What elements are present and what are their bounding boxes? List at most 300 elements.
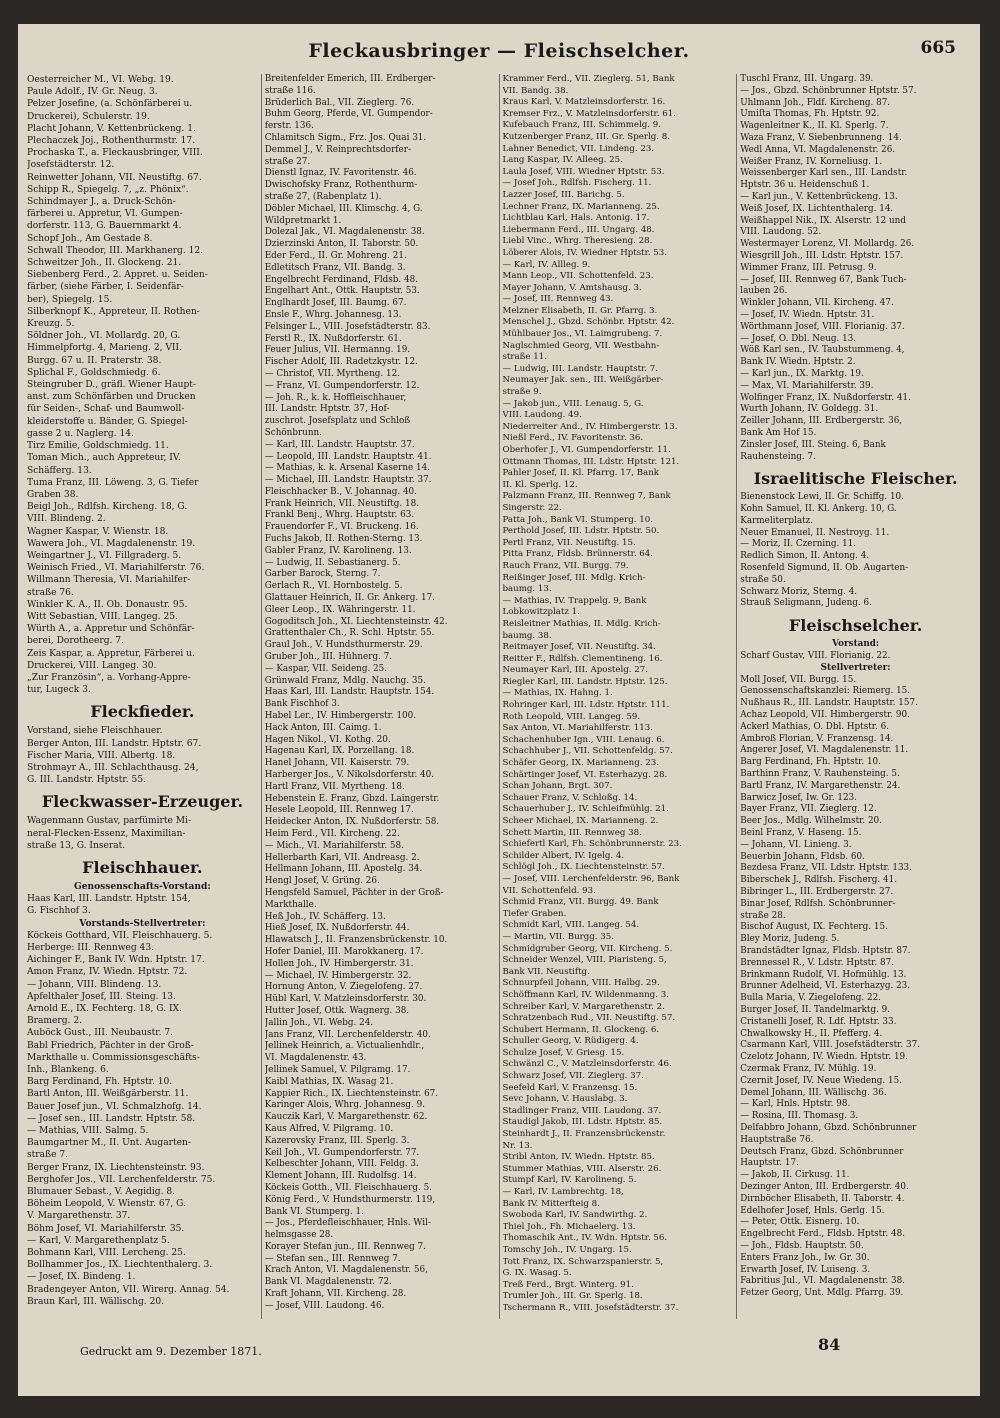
directory-entry: Gruber Joh., III. Hühnerg. 7.	[264, 652, 393, 663]
directory-entry: Naglschmied Georg, VII. Westbahn-	[502, 340, 660, 351]
directory-entry: Bulla Maria, V. Ziegelofeng. 22.	[740, 993, 881, 1004]
directory-entry: Hagenau Karl, IX. Porzellang. 18.	[264, 746, 415, 757]
directory-entry: Hornung Anton, V. Ziegelofeng. 27.	[264, 982, 423, 993]
directory-entry: Lobkowitzplatz 1.	[502, 607, 580, 618]
directory-entry: Pahler Josef, II. Kl. Pfarrg. 17, Bank	[502, 468, 659, 479]
directory-entry: Arnold E., IX. Fechterg. 18, G. IX.	[27, 1004, 182, 1015]
directory-entry: Wagenleitner K., II. Kl. Sperlg. 7.	[740, 121, 889, 132]
directory-entry: Thomaschik Ant., IV. Wdn. Hptstr. 56.	[502, 1233, 668, 1244]
directory-entry: Dolezal Jak., VI. Magdalenenstr. 38.	[264, 227, 425, 238]
directory-entry: Reitmayer Josef, VII. Neustiftg. 34.	[502, 642, 656, 653]
directory-entry: — Mathias, IX. Hahng. 1.	[502, 688, 613, 699]
directory-entry: — Josef, III. Rennweg 43.	[502, 294, 614, 305]
directory-entry: Markthalle u. Commissionsgeschäfts-	[27, 1052, 200, 1063]
directory-entry: Böhm Josef, VI. Mariahilferstr. 35.	[27, 1223, 185, 1234]
directory-entry: Sevc Johann, V. Hauslabg. 3.	[502, 1094, 628, 1105]
directory-entry: Schett Martin, III. Rennweg 38.	[502, 827, 642, 838]
directory-entry: Frank Heinrich, VII. Neustiftg. 18.	[264, 498, 419, 509]
directory-entry: Schindmayer J., a. Druck-Schön-	[27, 197, 176, 208]
directory-entry: Bank IV. Mitterfteig 8.	[502, 1198, 600, 1209]
directory-entry: Seefeld Karl, V. Franzensg. 15.	[502, 1082, 638, 1093]
directory-entry: Bley Moriz, Judeng. 5.	[740, 934, 840, 945]
section-heading: Fleckwasser-Erzeuger.	[41, 792, 244, 812]
directory-entry: Nr. 13.	[502, 1140, 533, 1151]
directory-entry: Kraus Karl, V. Matzleinsdorferstr. 16.	[502, 97, 666, 108]
directory-entry: Zeis Kaspar, a. Appretur, Färberei u.	[27, 648, 195, 659]
directory-entry: VIII. Laudong. 52.	[740, 227, 822, 238]
directory-entry: für Seiden-, Schaf- und Baumwoll-	[27, 404, 185, 415]
directory-entry: Brandstädter Ignaz, Fldsb. Hptstr. 87.	[740, 945, 911, 956]
directory-entry: Döbler Michael, III. Klimschg. 4, G.	[264, 203, 423, 214]
directory-entry: Weiß Josef, IX. Lichtenthalerg. 14.	[740, 203, 894, 214]
directory-entry: Erwarth Josef, IV. Luiseng. 3.	[740, 1264, 871, 1275]
directory-entry: Josefstädterstr. 12.	[27, 160, 115, 171]
directory-entry: Krach Anton, VI. Magdalenenstr. 56,	[264, 1265, 428, 1276]
directory-entry: Schauerhuber J., IV. Schleifmühlg. 21.	[502, 804, 669, 815]
directory-entry: Dezinger Anton, III. Erdbergerstr. 40.	[740, 1181, 909, 1192]
directory-entry: Reitter F., Rdlfsh. Clementineng. 16.	[502, 653, 663, 664]
directory-entry: Strohmayr A., III. Schlachthausg. 24,	[27, 762, 199, 773]
directory-entry: Burger Josef, II. Tandelmarktg. 9.	[740, 1004, 891, 1015]
directory-entry: Heß Joh., IV. Schäfferg. 13.	[264, 911, 386, 922]
directory-entry: baumg. 38.	[502, 630, 552, 641]
directory-entry: Hlawatsch J., II. Franzensbrückenstr. 10.	[264, 935, 448, 946]
directory-entry: Czermak Franz, IV. Mühlg. 19.	[740, 1063, 877, 1074]
directory-entry: Westermayer Lorenz, VI. Mollardg. 26.	[740, 239, 915, 250]
directory-entry: Tschermann R., VIII. Josefstädterstr. 37.	[502, 1302, 679, 1313]
directory-entry: Kaibl Mathias, IX. Wasag 21.	[264, 1076, 394, 1087]
directory-entry: Engelhart Ant., Ottk. Hauptstr. 53.	[264, 286, 420, 297]
directory-entry: Ackerl Mathias, O. Dbl. Hptstr. 6.	[740, 721, 889, 732]
directory-entry: Breitenfelder Emerich, III. Erdberger-	[264, 74, 436, 84]
directory-entry: Stadlinger Franz, VIII. Laudong. 37.	[502, 1105, 662, 1116]
directory-entry: Schmidgruber Georg, VII. Kircheng. 5.	[502, 943, 673, 954]
directory-entry: Ensle F., Whrg. Johannesg. 13.	[264, 309, 402, 320]
directory-entry: Thiel Joh., Fh. Michaelerg. 13.	[502, 1221, 636, 1232]
directory-entry: Weissenberger Karl sen., III. Landstr.	[740, 168, 908, 179]
directory-entry: Herberge: III. Rennweg 43.	[27, 943, 154, 953]
directory-entry: Hofer Daniel, III. Marokkanerg. 17.	[264, 946, 424, 957]
directory-entry: Fischer Adolf, III. Radetzkystr. 12.	[264, 357, 418, 368]
directory-entry: Brinkmann Rudolf, VI. Hofmühlg. 13.	[740, 969, 907, 980]
directory-entry: Bartl Anton, III. Weißgärberstr. 11.	[27, 1089, 189, 1100]
directory-entry: VII. Schottenfeld. 93.	[502, 885, 596, 896]
directory-entry: Engelbrecht Ferd., Fldsb. Hptstr. 48.	[740, 1229, 906, 1240]
directory-entry: — Rosina, III. Thomasg. 3.	[740, 1111, 859, 1122]
directory-entry: Hanel Johann, VII. Kaiserstr. 79.	[264, 758, 410, 769]
print-date: Gedruckt am 9. Dezember 1871.	[80, 1345, 262, 1358]
directory-entry: Grünwald Franz, Mdlg. Nauchg. 35.	[264, 675, 426, 686]
directory-entry: Tirz Emilie, Goldschmiedg. 11.	[27, 441, 169, 452]
directory-entry: Amon Franz, IV. Wiedn. Hptstr. 72.	[27, 967, 188, 978]
directory-entry: Schärtinger Josef, VI. Esterhazyg. 28.	[502, 769, 668, 780]
directory-entry: Liebl Vinc., Whrg. Theresieng. 28.	[502, 236, 653, 247]
directory-entry: Rosenfeld Sigmund, II. Ob. Augarten-	[740, 563, 909, 574]
directory-entry: Bischof August, IX. Fechterg. 15.	[740, 922, 888, 933]
directory-entry: Schwarz Moriz, Sterng. 4.	[740, 586, 858, 597]
directory-page	[18, 24, 980, 1396]
directory-entry: ber), Spiegelg. 15.	[27, 294, 113, 305]
directory-entry: Berghofer Jos., VII. Lerchenfelderstr. 75.	[27, 1174, 216, 1185]
page-title: Fleckausbringer — Fleischselcher.	[308, 40, 690, 62]
directory-entry: Neuer Emanuel, II. Nestroyg. 11.	[740, 527, 890, 538]
directory-entry: Schönbrunn.	[264, 427, 322, 438]
directory-entry: Löberer Alois, IV. Wiedner Hptstr. 53.	[502, 247, 667, 258]
directory-entry: Zinsler Josef, III. Steing. 6, Bank	[740, 439, 886, 450]
directory-entry: Hellerbarth Karl, VII. Andreasg. 2.	[264, 852, 420, 863]
column-4	[737, 74, 974, 1319]
directory-entry: Schnurpfeil Johann, VIII. Halbg. 29.	[502, 978, 660, 989]
directory-entry: Druckerei, VIII. Langeg. 30.	[27, 660, 157, 671]
directory-entry: Habel Ler., IV. Himbergerstr. 100.	[264, 711, 417, 722]
directory-entry: Krammer Ferd., VII. Zieglerg. 51, Bank	[502, 74, 675, 84]
directory-entry: Reinwetter Johann, VII. Neustiftg. 67.	[27, 172, 202, 183]
directory-entry: Dzierzinski Anton, II. Taborstr. 50.	[264, 239, 419, 250]
directory-entry: Schäfer Georg, IX. Marianneng. 23.	[502, 758, 659, 769]
directory-entry: Markthalle.	[264, 899, 317, 910]
directory-entry: Nießl Ferd., IV. Favoritenstr. 36.	[502, 433, 644, 444]
directory-entry: Schopf Joh., Am Gestade 8.	[27, 233, 153, 244]
directory-entry: Stummer Mathias, VIII. Alserstr. 26.	[502, 1163, 662, 1174]
directory-entry: Waza Franz, V. Siebenbrunneng. 14.	[740, 132, 902, 143]
directory-entry: Wedl Anna, VI. Magdalenenstr. 26.	[740, 144, 896, 155]
directory-entry: Fischer Maria, VIII. Albertg. 18.	[27, 750, 176, 761]
directory-entry: Lechner Franz, IX. Marianneng. 25.	[502, 201, 660, 212]
directory-entry: Pelzer Josefine, (a. Schönfärberei u.	[27, 99, 193, 110]
directory-entry: baumg. 13.	[502, 584, 552, 595]
directory-entry: Mayer Johann, V. Amtshausg. 3.	[502, 282, 642, 293]
directory-entry: — Moriz, II. Czerning. 11.	[740, 539, 857, 550]
directory-entry: Bank Fischhof 3.	[264, 699, 340, 710]
directory-entry: Paule Adolf., IV. Gr. Neug. 3.	[27, 87, 158, 98]
directory-entry: Nußhaus R., III. Landstr. Hauptstr. 157.	[740, 698, 918, 709]
directory-entry: Kelbeschter Johann, VIII. Feldg. 3.	[264, 1159, 419, 1170]
directory-entry: Braun Karl, III. Wällischg. 20.	[27, 1296, 165, 1307]
directory-entry: berei, Dorotheerg. 7.	[27, 636, 124, 647]
directory-entry: Tuma Franz, III. Löweng. 3, G. Tiefer	[27, 477, 199, 488]
directory-entry: Hesele Leopold, III. Rennweg 17.	[264, 805, 414, 816]
directory-entry: Dienstl Ignaz, IV. Favoritenstr. 46.	[264, 168, 417, 179]
directory-entry: Bank VI. Magdalenenstr. 72.	[264, 1277, 392, 1288]
directory-entry: Stumpf Karl, IV. Karolineng. 5.	[502, 1175, 637, 1186]
directory-entry: Brennessel R., V. Ldstr. Hptstr. 87.	[740, 957, 894, 968]
directory-entry: tur, Lugeck 3.	[27, 685, 91, 696]
directory-entry: Hauptstr. 17.	[740, 1158, 799, 1169]
directory-entry: — Josef, VIII. Laudong. 46.	[264, 1300, 385, 1311]
directory-entry: Kappier Rich., IX. Liechtensteinstr. 67.	[264, 1088, 439, 1099]
directory-entry: Pitta Franz, Fldsb. Brünnerstr. 64.	[502, 549, 654, 560]
directory-entry: VII. Bandg. 38.	[502, 85, 569, 96]
directory-entry: helmsgasse 28.	[264, 1230, 334, 1241]
directory-entry: — Ludwig, II. Sebastianerg. 5.	[264, 557, 401, 568]
directory-entry: straße 11.	[502, 352, 547, 363]
directory-entry: Bayer Franz, VII. Zieglerg. 12.	[740, 804, 877, 815]
directory-entry: Keil Joh., VI. Gumpendorferstr. 77.	[264, 1147, 420, 1158]
directory-entry: Hebenstein E. Franz, Gbzd. Laingerstr.	[264, 793, 440, 804]
directory-entry: Köckeis Gotthard, VII. Fleischhauerg. 5.	[27, 930, 213, 941]
directory-entry: Neumayer Jak. sen., III. Weißgärber-	[502, 375, 664, 386]
directory-entry: Toman Mich., auch Appreteur, IV.	[27, 453, 181, 464]
directory-entry: Vorstand, siehe Fleischhauer.	[27, 726, 163, 737]
directory-entry: straße 13, G. Inserat.	[27, 840, 126, 851]
directory-entry: — Josef, VIII. Lerchenfelderstr. 96, Bank	[502, 873, 680, 884]
directory-entry: Bradengeyer Anton, VII. Wirerg. Annag. 54.	[27, 1284, 230, 1295]
directory-entry: Kaus Alfred, V. Pilgramg. 10.	[264, 1123, 394, 1134]
directory-entry: Schratzenbach Rud., VII. Neustiftg. 57.	[502, 1013, 676, 1024]
directory-entry: kleiderstoffe u. Bänder, G. Spiegel-	[27, 416, 188, 427]
directory-entry: Fabritius Jul., VI. Magdalenenstr. 38.	[740, 1276, 905, 1287]
directory-entry: Demel Johann, III. Wällischg. 36.	[740, 1087, 887, 1098]
directory-entry: Edelhofer Josef, Hnls. Gerlg. 15.	[740, 1205, 885, 1216]
directory-entry: Gerlach R., VI. Hornbostelg. 5.	[264, 581, 403, 592]
directory-entry: Auböck Gust., III. Neubaustr. 7.	[27, 1028, 174, 1039]
directory-entry: Mühlbauer Jos., VI. Laimgrubeng. 7.	[502, 329, 663, 340]
directory-entry: Bibringer L., III. Erdbergerstr. 27.	[740, 887, 894, 897]
directory-entry: Wörthmann Josef, VIII. Florianig. 37.	[740, 321, 905, 332]
directory-entry: Glattauer Heinrich, II. Gr. Ankerg. 17.	[264, 593, 435, 604]
directory-entry: Prochaska T., a. Fleckausbringer, VIII.	[27, 148, 203, 159]
directory-entry: Köckeis Gotth., VII. Fleischhauerg. 5.	[264, 1182, 432, 1193]
directory-entry: Schwänzl C., V. Matzleinsdorferstr. 46.	[502, 1059, 672, 1070]
directory-entry: Barwicz Josef, Iw. Gr. 123.	[740, 792, 857, 803]
directory-entry: Frauendorfer F., VI. Bruckeng. 16.	[264, 522, 419, 533]
directory-entry: VI. Magdalenenstr. 43.	[264, 1053, 367, 1064]
directory-entry: Rohringer Karl, III. Ldstr. Hptstr. 111.	[502, 700, 670, 711]
directory-entry: Jellinek Samuel, V. Pilgramg. 17.	[264, 1064, 411, 1075]
directory-entry: Winkler Johann, VII. Kircheng. 47.	[740, 298, 894, 309]
directory-entry: Scharf Gustav, VIII. Florianig. 22.	[740, 651, 891, 662]
directory-entry: Chlamitsch Sigm., Frz. Jos. Quai 31.	[264, 132, 427, 143]
directory-entry: Haas Karl, III. Landstr. Hptstr. 154,	[27, 894, 191, 905]
directory-entry: Barthinn Franz, V. Rauhensteing. 5.	[740, 769, 900, 780]
directory-entry: Rauhensteing. 7.	[740, 451, 816, 462]
directory-entry: Redlich Simon, II. Antong. 4.	[740, 551, 870, 562]
directory-entry: Graul Joh., V. Hundsthurmerstr. 29.	[264, 640, 423, 651]
directory-entry: Moll Josef, VII. Burgg. 15.	[740, 674, 857, 685]
directory-entry: Wildpretmarkt 1.	[264, 215, 342, 226]
directory-entry: Binar Josef, Rdlfsh. Schönbrunner-	[740, 898, 896, 909]
directory-entry: — Mathias, IV. Trappelg. 9, Bank	[502, 595, 647, 606]
directory-entry: — Jakob jun., VIII. Lenaug. 5, G.	[502, 398, 644, 409]
directory-entry: Gleer Leop., IX. Währingerstr. 11.	[264, 604, 416, 615]
directory-entry: Wimmer Franz, III. Petrusg. 9.	[740, 262, 877, 273]
directory-entry: Stribl Anton, IV. Wiedn. Hptstr. 85.	[502, 1152, 655, 1163]
directory-entry: — Joh., Fldsb. Hauptstr. 50.	[740, 1240, 864, 1251]
directory-entry: Treß Ferd., Brgt. Winterg. 91.	[502, 1279, 634, 1290]
sheet-number: 84	[818, 1335, 841, 1354]
directory-entry: Steingruber D., gräfl. Wiener Haupt-	[27, 380, 196, 391]
directory-entry: Mann Leop., VII. Schottenfeld. 23.	[502, 271, 654, 282]
directory-entry: — Josef Joh., Rdlfsh. Fischerg. 11.	[502, 178, 652, 189]
directory-entry: — Karl, IV. Allleg. 9.	[502, 259, 591, 270]
directory-entry: Gogoditsch Joh., XI. Liechtensteinstr. 42.	[264, 616, 448, 627]
directory-entry: Kufebauch Franz, III. Schimmelg. 9.	[502, 120, 661, 131]
directory-entry: Schwarz Josef, VII. Zieglerg. 37.	[502, 1071, 644, 1082]
directory-entry: Fetzer Georg, Unt. Mdlg. Pfarrg. 39.	[740, 1288, 904, 1299]
directory-entry: — Jos., Pferdefleischhauer, Hnls. Wil-	[264, 1218, 431, 1229]
directory-entry: Csarmann Karl, VIII. Josefstädterstr. 37.	[740, 1040, 920, 1051]
directory-entry: straße 116.	[264, 85, 316, 96]
directory-entry: Brunner Adelheid, VI. Esterhazyg. 23.	[740, 981, 911, 992]
directory-entry: Delfabbro Johann, Gbzd. Schönbrunner	[740, 1122, 917, 1133]
directory-entry: Winkler K. A., II. Ob. Donaustr. 95.	[27, 599, 188, 610]
directory-entry: Böheim Leopold, V. Wienstr. 67, G.	[27, 1199, 186, 1210]
directory-entry: — Josef, IX. Bindeng. 1.	[27, 1272, 136, 1283]
directory-entry: Neumayer Karl, III. Apostelg. 27.	[502, 665, 648, 676]
directory-entry: Burgg. 67 u. II. Praterstr. 38.	[27, 355, 162, 366]
directory-entry: Liebermann Ferd., III. Ungarg. 48.	[502, 224, 655, 235]
directory-entry: Sax Anton, VI. Mariahilferstr. 113.	[502, 723, 653, 734]
directory-entry: Barg Ferdinand, Fh. Hptstr. 10.	[740, 757, 881, 768]
directory-entry: Engelbrecht Ferdinand, Fldsb. 48.	[264, 274, 419, 285]
directory-entry: Tuschl Franz, III. Ungarg. 39.	[740, 74, 874, 84]
directory-entry: färberei u. Appretur, VI. Gumpen-	[27, 209, 183, 220]
directory-entry: Hagen Nikol., VI. Kothg. 20.	[264, 734, 391, 745]
directory-entry: — Karl, V. Margarethenplatz 5.	[27, 1235, 170, 1246]
directory-entry: II. Kl. Sperlg. 12.	[502, 479, 578, 490]
directory-entry: Fuchs Jakob, II. Rothen-Sterng. 13.	[264, 534, 423, 545]
directory-entry: — Kaspar, VII. Seideng. 25.	[264, 663, 388, 674]
directory-entry: Schipp R., Spiegelg. 7, „z. Phönix“.	[27, 184, 189, 195]
directory-entry: Schneider Wenzel, VIII. Piaristeng. 5,	[502, 955, 667, 966]
directory-entry: ferstr. 136.	[264, 121, 314, 132]
subheading: Genossenschafts-Vorstand:	[73, 880, 211, 892]
directory-entry: Baumgartner M., II. Unt. Augarten-	[27, 1138, 191, 1149]
directory-entry: Schilder Albert, IV. Igelg. 4.	[502, 850, 625, 861]
directory-entry: — Martin, VII. Burgg. 35.	[502, 931, 615, 942]
directory-entry: Rauch Franz, VII. Burgg. 79.	[502, 560, 629, 571]
directory-entry: Eder Ferd., II. Gr. Mohreng. 21.	[264, 250, 407, 261]
directory-entry: Angerer Josef, VI. Magdalenenstr. 11.	[740, 745, 909, 756]
directory-entry: Kohn Samuel, II. Kl. Ankerg. 10, G.	[740, 504, 897, 515]
directory-entry: Bohmann Karl, VIII. Lercheng. 25.	[27, 1248, 186, 1259]
directory-entry: „Zur Französin“, a. Vorhang-Appre-	[27, 672, 191, 683]
directory-entry: — Mathias, k. k. Arsenal Kaserne 14.	[264, 463, 431, 474]
directory-entry: Hutter Josef, Ottk. Wagnerg. 38.	[264, 1005, 410, 1016]
directory-entry: Englhardt Josef, III. Baumg. 67.	[264, 298, 407, 309]
directory-entry: Druckerei), Schulerstr. 19.	[27, 111, 150, 122]
directory-entry: Schreiber Karl, V. Margarethenstr. 2.	[502, 1001, 665, 1012]
directory-entry: Hauptstraße 76.	[740, 1134, 814, 1145]
directory-entry: straße 7.	[27, 1150, 69, 1161]
directory-entry: straße 27, (Rabenplatz 1).	[264, 191, 382, 202]
directory-entry: Lichtblau Karl, Hals. Antonig. 17.	[502, 213, 650, 224]
directory-entry: Aichinger F., Bank IV. Wdn. Hptstr. 17.	[27, 955, 205, 966]
directory-entry: Hieß Josef, IX. Nußdorferstr. 44.	[264, 923, 410, 934]
directory-entry: Bank IV. Wiedn. Hptstr. 2.	[740, 357, 856, 368]
directory-entry: Riegler Karl, III. Landstr. Hptstr. 125.	[502, 676, 668, 687]
directory-entry: G. III. Landstr. Hptstr. 55.	[27, 775, 146, 786]
directory-entry: Tomschy Joh., IV. Ungarg. 15.	[502, 1244, 632, 1255]
directory-entry: Bienenstock Lewi, II. Gr. Schiffg. 10.	[740, 492, 904, 503]
directory-entry: — Christof, VII. Myrtheng. 12.	[264, 368, 401, 379]
directory-entry: Strauß Seligmann, Judeng. 6.	[740, 598, 872, 609]
directory-entry: färber, (siehe Färber, I. Seidenfär-	[27, 282, 184, 293]
directory-entry: Schauer Franz, V. Schloßg. 14.	[502, 792, 638, 803]
directory-entry: Schmid Franz, VII. Burgg. 49. Bank	[502, 897, 659, 908]
directory-entry: — Johann, VIII. Blindeng. 13.	[27, 979, 162, 990]
directory-entry: — Karl jun., V. Kettenbrückeng. 13.	[740, 191, 898, 202]
directory-columns	[24, 74, 974, 1319]
directory-entry: Kreuzg. 5.	[27, 319, 75, 330]
directory-entry: Fleischhacker B., V. Johannag. 40.	[264, 486, 417, 497]
directory-entry: Hengsfeld Samuel, Pächter in der Groß-	[264, 887, 444, 898]
directory-entry: Ambroß Florian, V. Franzensg. 14.	[740, 733, 894, 744]
directory-entry: III. Landstr. Hptstr. 37, Hof-	[264, 404, 390, 415]
directory-entry: Tott Franz, IX. Schwarzspanierstr. 5,	[502, 1256, 664, 1267]
directory-entry: Jallin Joh., VI. Webg. 24.	[264, 1017, 374, 1028]
directory-entry: Bank Am Hof 15.	[740, 427, 817, 438]
column-1	[24, 74, 262, 1319]
directory-entry: Menschel J., Gbzd. Schönbr. Hptstr. 42.	[502, 317, 675, 328]
directory-entry: Bartl Franz, IV. Margarethenstr. 24.	[740, 780, 901, 791]
directory-entry: Placht Johann, V. Kettenbrückeng. 1.	[27, 123, 196, 134]
directory-entry: Barg Ferdinand, Fh. Hptstr. 10.	[27, 1077, 173, 1088]
directory-entry: Himmelpfortg. 4, Marieng. 2, VII.	[27, 343, 182, 354]
directory-entry: Söldner Joh., VI. Mollardg. 20, G.	[27, 331, 181, 342]
page-header	[18, 36, 980, 70]
subheading: Vorstand:	[832, 639, 880, 650]
directory-entry: — Mich., VI. Mariahilferstr. 58.	[264, 840, 404, 851]
directory-entry: — Leopold, III. Landstr. Hauptstr. 41.	[264, 451, 432, 462]
directory-entry: Reisleitner Mathias, II. Mdlg. Krich-	[502, 618, 661, 629]
directory-entry: straße 27.	[264, 156, 311, 167]
directory-entry: Schan Johann, Brgt. 307.	[502, 781, 613, 792]
directory-entry: Felsinger L., VIII. Josefstädterstr. 83.	[264, 321, 431, 332]
directory-entry: VIII. Laudong. 49.	[502, 410, 582, 421]
directory-entry: anst. zum Schönfärben und Drucken	[27, 392, 196, 403]
directory-entry: Oberhofer J., VI. Gumpendorferstr. 11.	[502, 445, 671, 455]
directory-entry: — Josef sen., III. Landstr. Hptstr. 58.	[27, 1113, 196, 1124]
directory-entry: — Jakob, II. Cirkusg. 11.	[740, 1170, 850, 1181]
directory-entry: Deutsch Franz, Gbzd. Schönbrunner	[740, 1146, 904, 1157]
directory-entry: Beer Jos., Mdlg. Wilhelmstr. 20.	[740, 816, 882, 827]
directory-entry: Willmann Theresia, VI. Mariahilfer-	[27, 575, 191, 586]
directory-entry: Dirnböcher Elisabeth, II. Taborstr. 4.	[740, 1193, 905, 1204]
directory-entry: Schachenhuber Ign., VIII. Lenaug. 6.	[502, 734, 665, 745]
directory-entry: Frankl Benj., Whrg. Hauptstr. 63.	[264, 510, 415, 521]
directory-entry: Roth Leopold, VIII. Langeg. 59.	[502, 711, 641, 722]
directory-entry: Steinhardt J., II. Franzensbrückenstr.	[502, 1129, 666, 1140]
directory-entry: Wöß Karl sen., IV. Taubstummeng. 4,	[740, 345, 905, 356]
directory-entry: Niederreiter And., IV. Himbergerstr. 13.	[502, 421, 678, 432]
directory-entry: neral-Flecken-Essenz, Maximilian-	[27, 828, 186, 839]
directory-entry: Grattenthaler Ch., R. Schl. Hptstr. 55.	[264, 628, 435, 639]
section-heading: Fleischselcher.	[788, 616, 923, 636]
page-number: 665	[920, 38, 956, 58]
directory-entry: Weinisch Fried., VI. Mariahilferstr. 76.	[27, 563, 205, 574]
subheading: Stellvertreter:	[820, 662, 891, 673]
directory-entry: — Ludwig, III. Landstr. Hauptstr. 7.	[502, 363, 658, 374]
directory-entry: — Mathias, VIII. Salmg. 5.	[27, 1126, 149, 1137]
directory-entry: — Stefan sen., III. Rennweg 7.	[264, 1253, 401, 1264]
directory-entry: Hübl Karl, V. Matzleinsdorferstr. 30.	[264, 994, 427, 1005]
directory-entry: Schiefertl Karl, Fh. Schönbrunnerstr. 23.	[502, 839, 682, 850]
directory-entry: — Max, VI. Mariahilferstr. 39.	[740, 380, 874, 391]
directory-entry: Silberknopf K., Appreteur, II. Rothen-	[27, 306, 200, 317]
directory-entry: Buhm Georg, Pferde, VI. Gumpendor-	[264, 109, 433, 120]
directory-entry: Lazzer Josef, III. Barichg. 5.	[502, 189, 625, 200]
directory-entry: Hptstr. 36 u. Heidenschuß 1.	[740, 180, 870, 191]
directory-entry: G. Fischhof 3.	[27, 906, 91, 917]
directory-entry: — Michael, IV. Himbergerstr. 32.	[264, 970, 412, 981]
directory-entry: Schachhuber J., VII. Schottenfeldg. 57.	[502, 746, 673, 757]
directory-entry: Melzner Elisabeth, II. Gr. Pfarrg. 3.	[502, 305, 658, 316]
directory-entry: — Karl, III. Landstr. Hauptstr. 37.	[264, 439, 415, 450]
directory-entry: — Karl jun., IX. Marktg. 19.	[740, 368, 864, 379]
directory-entry: Würth A., a. Appretur und Schönfär-	[27, 624, 195, 635]
directory-entry: — Josef, O. Dbl. Neug. 13.	[740, 333, 857, 344]
